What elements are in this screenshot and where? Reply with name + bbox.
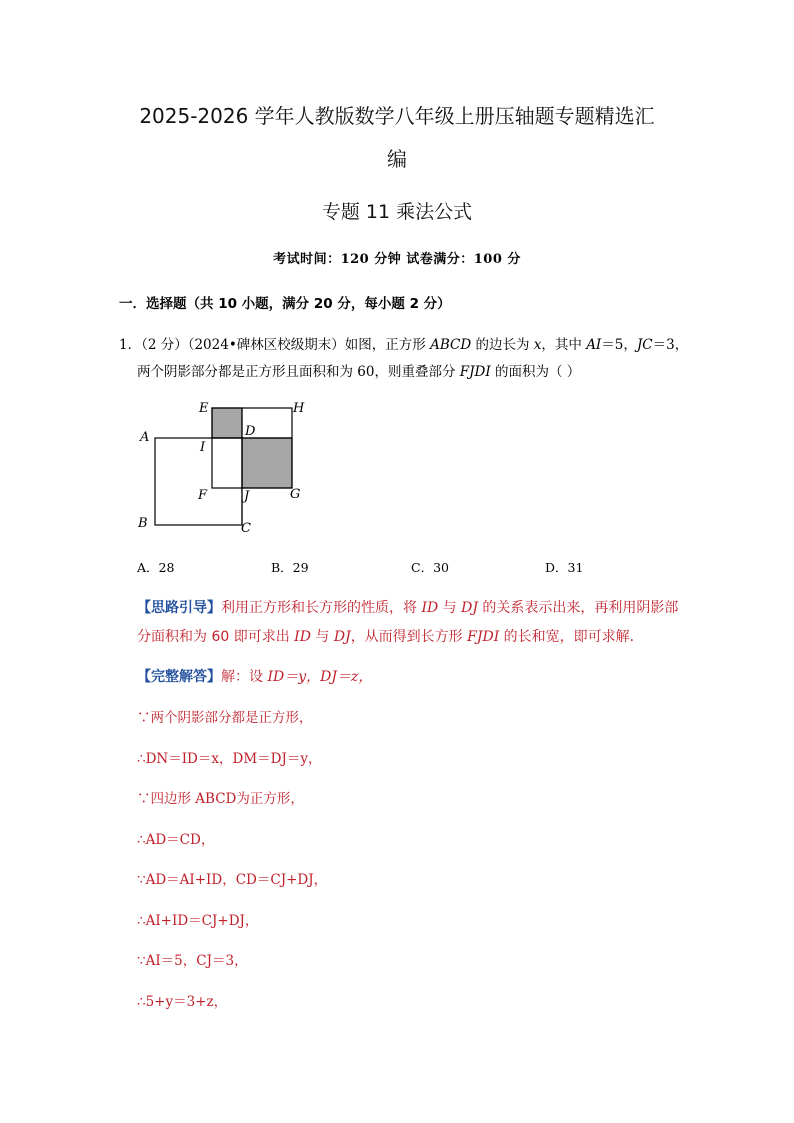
label-i: I — [200, 440, 206, 455]
shaded-square-large — [242, 438, 292, 488]
document-title-line1: 2025-2026 学年人教版数学八年级上册压轴题专题精选汇 — [139, 104, 655, 128]
label-h: H — [293, 401, 305, 416]
option-b: B．29 — [271, 560, 309, 575]
solution-step: ∴AI+ID＝CJ+DJ， — [137, 913, 259, 929]
label-j: J — [244, 489, 250, 504]
hint-line-1: 【思路引导】利用正方形和长方形的性质，将 ID 与 DJ 的关系表示出来，再利用阴影部 — [137, 600, 679, 616]
option-d: D．31 — [545, 560, 584, 575]
hint-line-2: 分面积和为 60 即可求出 ID 与 DJ，从而得到长方形 FJDI 的长和宽，即可求解． — [137, 629, 644, 645]
answer-line: 【完整解答】解：设 ID＝y，DJ＝z， — [137, 669, 373, 685]
answer-tag: 【完整解答】 — [137, 669, 221, 685]
square-abcd — [155, 438, 242, 525]
section-header: 一．选择题（共 10 小题，满分 20 分，每小题 2 分） — [119, 296, 451, 312]
label-g: G — [290, 487, 301, 502]
label-c: C — [241, 521, 251, 536]
label-d: D — [245, 424, 256, 439]
label-f: F — [198, 488, 208, 503]
shaded-square-small — [212, 408, 242, 438]
solution-step: ∴DN＝ID＝x，DM＝DJ＝y， — [137, 751, 322, 767]
label-b: B — [138, 516, 148, 531]
solution-step: ∵四边形 ABCD为正方形， — [137, 791, 304, 807]
solution-step: ∴5+y＝3+z， — [137, 994, 228, 1010]
label-e: E — [199, 401, 209, 416]
solution-step: ∵两个阴影部分都是正方形， — [137, 710, 313, 726]
exam-info: 考试时间：120 分钟 试卷满分：100 分 — [273, 252, 521, 267]
topic-title: 专题 11 乘法公式 — [321, 201, 473, 223]
document-title-line2: 编 — [387, 147, 407, 171]
option-c: C．30 — [411, 560, 449, 575]
option-a: A．28 — [137, 560, 175, 575]
hint-tag: 【思路引导】 — [137, 600, 221, 616]
solution-step: ∵AD＝AI+ID，CD＝CJ+DJ， — [137, 872, 328, 888]
question-line-2: 两个阴影部分都是正方形且面积和为 60，则重叠部分 FJDI 的面积为（ ） — [137, 364, 581, 380]
label-a: A — [140, 430, 150, 445]
solution-step: ∴AD＝CD， — [137, 832, 215, 848]
geometry-figure — [130, 396, 320, 542]
solution-step: ∵AI＝5，CJ＝3， — [137, 953, 248, 969]
question-line-1: 1．（2 分）（2024•碑林区校级期末）如图，正方形 ABCD 的边长为 x，其中 AI＝5，JC＝3， — [119, 337, 689, 353]
